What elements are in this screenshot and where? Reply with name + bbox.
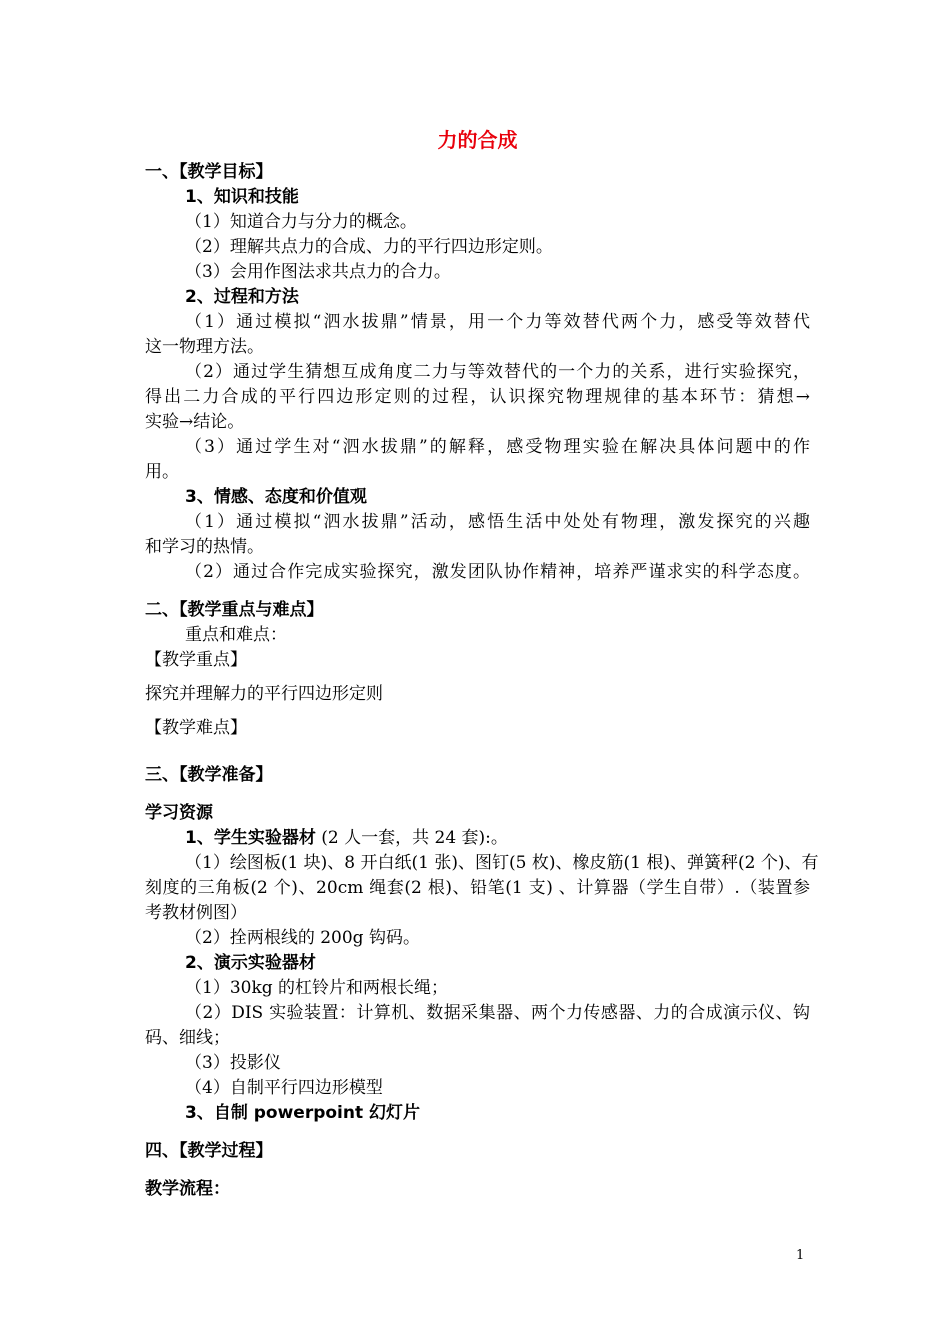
knowledge-skills-heading: 1、知识和技能 — [185, 187, 299, 207]
knowledge-item-2: （2）理解共点力的合成、力的平行四边形定则。 — [185, 237, 553, 257]
student-equipment-note: (2 人一套，共 24 套):。 — [315, 828, 508, 848]
student-equipment-heading: 1、学生实验器材 — [185, 828, 316, 848]
process-method-heading: 2、过程和方法 — [185, 287, 299, 307]
key-difficult-intro: 重点和难点： — [185, 625, 287, 645]
process-item-2-line-1: （2）通过学生猜想互成角度二力与等效替代的一个力的关系，进行实验探究， — [185, 362, 810, 382]
process-item-2-line-2: 得出二力合成的平行四边形定则的过程，认识探究物理规律的基本环节：猜想→ — [145, 387, 810, 407]
page-number: 1 — [796, 1248, 805, 1263]
learning-resources-heading: 学习资源 — [145, 803, 213, 823]
knowledge-item-1: （1）知道合力与分力的概念。 — [185, 212, 417, 232]
demo-equipment-heading: 2、演示实验器材 — [185, 953, 316, 973]
section-4-heading: 四、【教学过程】 — [145, 1141, 273, 1161]
difficult-point-label: 【教学难点】 — [145, 718, 247, 738]
section-3-heading: 三、【教学准备】 — [145, 765, 273, 785]
demo-equipment-2-line-1: （2）DIS 实验装置：计算机、数据采集器、两个力传感器、力的合成演示仪、钩 — [185, 1003, 810, 1023]
student-equipment-1-line-1: （1）绘图板(1 块)、8 开白纸(1 张)、图钉(5 枚)、橡皮筋(1 根)、弹簧秤(2 个)、有 — [185, 853, 819, 873]
process-item-2-line-3: 实验→结论。 — [145, 412, 245, 432]
powerpoint-heading: 3、自制 powerpoint 幻灯片 — [185, 1103, 421, 1123]
demo-equipment-4: （4）自制平行四边形模型 — [185, 1078, 383, 1098]
key-point-text: 探究并理解力的平行四边形定则 — [145, 684, 383, 704]
document-title: 力的合成 — [437, 128, 518, 152]
demo-equipment-2-line-2: 码、细线； — [145, 1028, 230, 1048]
process-item-1-line-1: （1）通过模拟“泗水拔鼎”情景，用一个力等效替代两个力，感受等效替代 — [185, 312, 810, 332]
emotion-values-heading: 3、情感、态度和价值观 — [185, 487, 367, 507]
knowledge-item-3: （3）会用作图法求共点力的合力。 — [185, 262, 451, 282]
demo-equipment-1: （1）30kg 的杠铃片和两根长绳； — [185, 978, 449, 998]
teaching-flow-heading: 教学流程： — [145, 1179, 230, 1199]
student-equipment-2: （2）拴两根线的 200g 钩码。 — [185, 928, 420, 948]
process-item-3-line-2: 用。 — [145, 462, 179, 482]
demo-equipment-3: （3）投影仪 — [185, 1053, 281, 1073]
section-1-heading: 一、【教学目标】 — [145, 162, 273, 182]
process-item-3-line-1: （3）通过学生对“泗水拔鼎”的解释，感受物理实验在解决具体问题中的作 — [185, 437, 810, 457]
emotion-item-1-line-1: （1）通过模拟“泗水拔鼎”活动，感悟生活中处处有物理，激发探究的兴趣 — [185, 512, 810, 532]
student-equipment-line — [185, 826, 508, 850]
key-point-label: 【教学重点】 — [145, 650, 247, 670]
emotion-item-2: （2）通过合作完成实验探究，激发团队协作精神，培养严谨求实的科学态度。 — [185, 562, 810, 582]
process-item-1-line-2: 这一物理方法。 — [145, 337, 264, 357]
emotion-item-1-line-2: 和学习的热情。 — [145, 537, 264, 557]
section-2-heading: 二、【教学重点与难点】 — [145, 600, 324, 620]
student-equipment-1-line-2: 刻度的三角板(2 个)、20cm 绳套(2 根)、铅笔(1 支) 、计算器（学生自带）.（装置参 — [145, 878, 810, 898]
student-equipment-1-line-3: 考教材例图） — [145, 903, 247, 923]
